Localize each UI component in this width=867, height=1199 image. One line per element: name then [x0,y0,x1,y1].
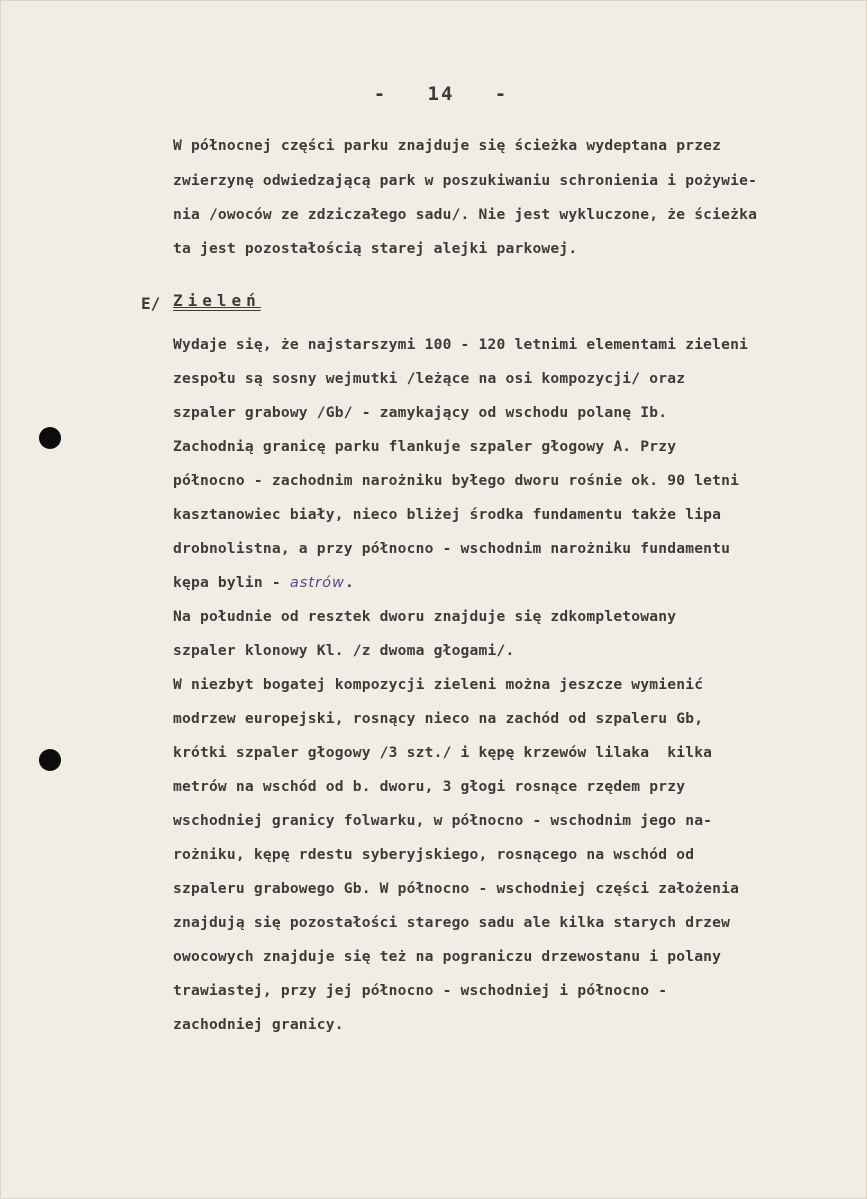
body-line-18: znajdują się pozostałości starego sadu ale kilka starych drzew [173,914,731,931]
body-line-7: drobnolistna, a przy północno - wschodnim narożniku fundamentu [173,540,731,557]
body-line-6: kasztanowiec biały, nieco bliżej środka fundamentu także lipa [173,506,722,523]
body-line-12: modrzew europejski, rosnący nieco na zachód od szpaleru Gb, [173,710,704,727]
body-line-8: kępa bylin - [173,574,290,591]
body-line-10: szpaler klonowy Kl. /z dwoma głogami/. [173,642,515,659]
intro-line-3: nia /owoców ze zdziczałego sadu/. Nie jest wykluczone, że ścieżka [173,206,758,223]
section-title: Zieleń [173,291,261,310]
body-line-20: trawiastej, przy jej północno - wschodniej i północno - [173,982,668,999]
body-line-11: W niezbyt bogatej kompozycji zieleni można jeszcze wymienić [173,676,704,693]
body-line-15: wschodniej granicy folwarku, w północno - wschodnim jego na- [173,812,713,829]
body-line-16: rożniku, kępę rdestu syberyjskiego, rosnącego na wschód od [173,846,695,863]
intro-line-1: W północnej części parku znajduje się ścieżka wydeptana przez [173,137,722,154]
handwritten-suffix: . [344,574,354,591]
intro-line-4: ta jest pozostałością starej alejki parkowej. [173,240,578,257]
body-line-21: zachodniej granicy. [173,1016,344,1033]
intro-line-2: zwierzynę odwiedzającą park w poszukiwaniu schronienia i pożywie- [173,172,758,189]
body-line-13: krótki szpaler głogowy /3 szt./ i kępę krzewów lilaka kilka [173,744,713,761]
body-line-14: metrów na wschód od b. dworu, 3 głogi rosnące rzędem przy [173,778,686,795]
body-line-3: szpaler grabowy /Gb/ - zamykający od wschodu polanę Ib. [173,404,668,421]
body-line-1: Wydaje się, że najstarszymi 100 - 120 letnimi elementami zieleni [173,336,749,353]
punch-hole-bottom [39,749,61,771]
page-number: - 14 - [373,83,509,105]
punch-hole-top [39,427,61,449]
section-marker: E/ [141,294,161,313]
body-line-9: Na południe od resztek dworu znajduje się zdkompletowany [173,608,677,625]
body-line-19: owocowych znajduje się też na pograniczu drzewostanu i polany [173,948,722,965]
body-line-17: szpaleru grabowego Gb. W północno - wschodniej części założenia [173,880,740,897]
body-line-5: północno - zachodnim narożniku byłego dworu rośnie ok. 90 letni [173,472,740,489]
body-line-8-wrapper [173,574,354,591]
handwritten-insert: astrów [289,574,345,591]
body-line-4: Zachodnią granicę parku flankuje szpaler głogowy A. Przy [173,438,677,455]
body-line-2: zespołu są sosny wejmutki /leżące na osi kompozycji/ oraz [173,370,686,387]
